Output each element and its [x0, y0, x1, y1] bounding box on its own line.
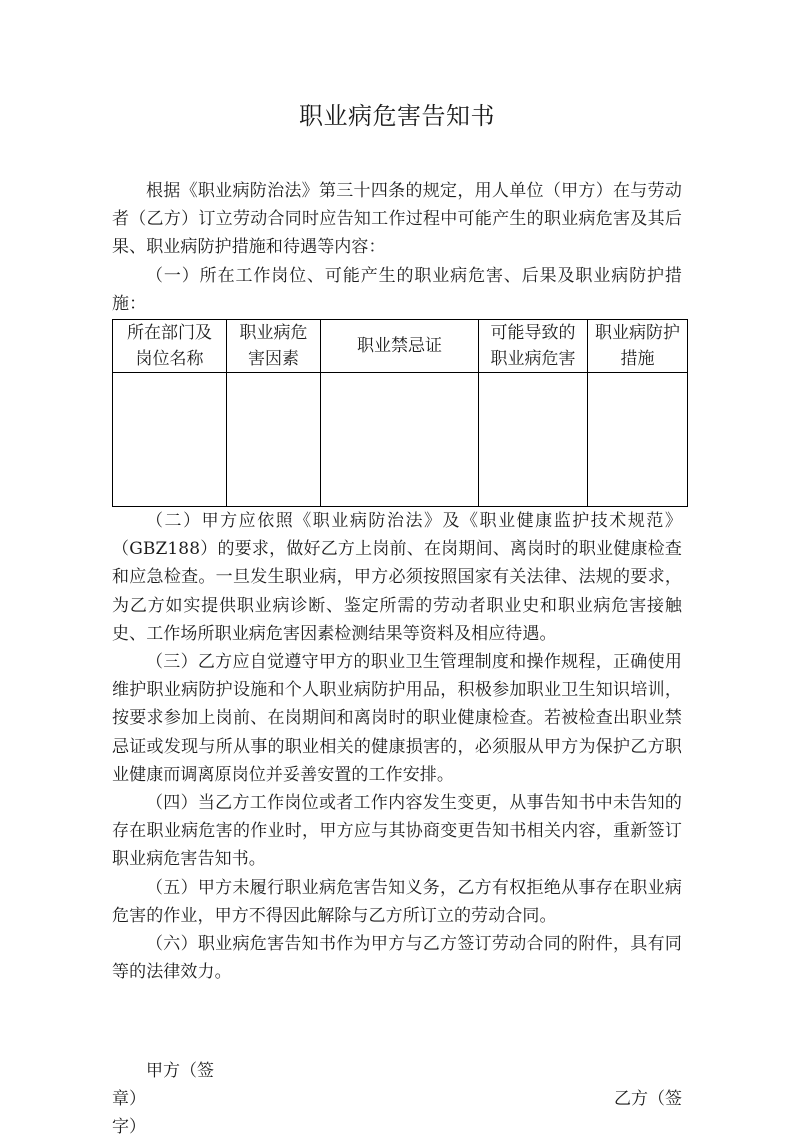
- signature-party-a-line-1[interactable]: 甲方（签: [146, 1060, 214, 1081]
- table-header-department-position: [113, 320, 227, 373]
- paragraph-item-6: （六）职业病危害告知书作为甲方与乙方签订劳动合同的附件，具有同等的法律效力。: [112, 934, 682, 983]
- table-header-line-2: 害因素: [248, 349, 299, 370]
- signature-party-b-line-1[interactable]: 乙方（签: [614, 1088, 682, 1109]
- table-row: [113, 373, 688, 507]
- signature-spacer: [112, 1028, 682, 1056]
- table-cell-hazard-factors[interactable]: [227, 373, 321, 507]
- page-title: 职业病危害告知书: [299, 102, 495, 130]
- table-header-possible-disease: [479, 320, 588, 373]
- paragraph-item-5: （五）甲方未履行职业病危害告知义务，乙方有权拒绝从事存在职业病危害的作业，甲方不得因此解除与乙方所订立的劳动合同。: [112, 877, 682, 926]
- paragraph-intro: 根据《职业病防治法》第三十四条的规定，用人单位（甲方）在与劳动者（乙方）订立劳动合同时应告知工作过程中可能产生的职业病危害及其后果、职业病防护措施和待遇等内容：: [112, 181, 682, 258]
- document-body: [112, 177, 682, 1141]
- table-cell-protective-measures[interactable]: [588, 373, 688, 507]
- table-header-line-2: 措施: [620, 349, 655, 370]
- paragraph-item-1: （一）所在工作岗位、可能产生的职业病危害、后果及职业病防护措施：: [112, 265, 682, 314]
- document-content: [112, 0, 682, 1141]
- occupational-hazard-table: [112, 319, 688, 507]
- signature-party-a-line-3[interactable]: 字）: [112, 1117, 146, 1138]
- signature-block: [112, 1028, 682, 1141]
- signature-middle-line: [112, 1085, 682, 1113]
- table-header-row: [113, 320, 688, 373]
- table-header-line-2: 岗位名称: [135, 349, 204, 370]
- table-header-occupational-contraindication: [321, 320, 479, 373]
- signature-party-a-line-2[interactable]: 章）: [112, 1088, 146, 1109]
- paragraph-item-3: （三）乙方应自觉遵守甲方的职业卫生管理制度和操作规程，正确使用维护职业病防护设施和个人职业病防护用品，积极参加职业卫生知识培训，按要求参加上岗前、在岗期间和离岗时的职业健康检查。若被检查出职业禁忌证或发现与所从事的职业相关的健康损害的，必须服从甲方为保护乙方职业健康而调离原岗位并妥善安置的工作安排。: [112, 652, 682, 785]
- table-cell-occupational-contraindication[interactable]: [321, 373, 479, 507]
- paragraph-item-4: （四）当乙方工作岗位或者工作内容发生变更，从事告知书中未告知的存在职业病危害的作业时，甲方应与其协商变更告知书相关内容，重新签订职业病危害告知书。: [112, 793, 682, 870]
- paragraph-item-2: （二）甲方应依照《职业病防治法》及《职业健康监护技术规范》（GBZ188）的要求，做好乙方上岗前、在岗期间、离岗时的职业健康检查和应急检查。一旦发生职业病，甲方必须按照国家有关法律、法规的要求，为乙方如实提供职业病诊断、鉴定所需的劳动者职业史和职业病危害接触史、工作场所职业病危害因素检测结果等资料及相应待遇。: [112, 511, 682, 644]
- table-header-line-1: 职业病防护: [595, 323, 680, 344]
- table-header-line-1: 职业病危: [239, 323, 308, 344]
- table-cell-department-position[interactable]: [113, 373, 227, 507]
- table-cell-possible-disease[interactable]: [479, 373, 588, 507]
- table-header-line-2: 职业病危害: [490, 349, 576, 370]
- table-header-hazard-factors: [227, 320, 321, 373]
- table-header-line-1: 可能导致的: [490, 323, 576, 344]
- table-header-line-1: 职业禁忌证: [357, 336, 442, 357]
- table-header-protective-measures: [588, 320, 688, 373]
- table-header-line-1: 所在部门及: [127, 323, 212, 344]
